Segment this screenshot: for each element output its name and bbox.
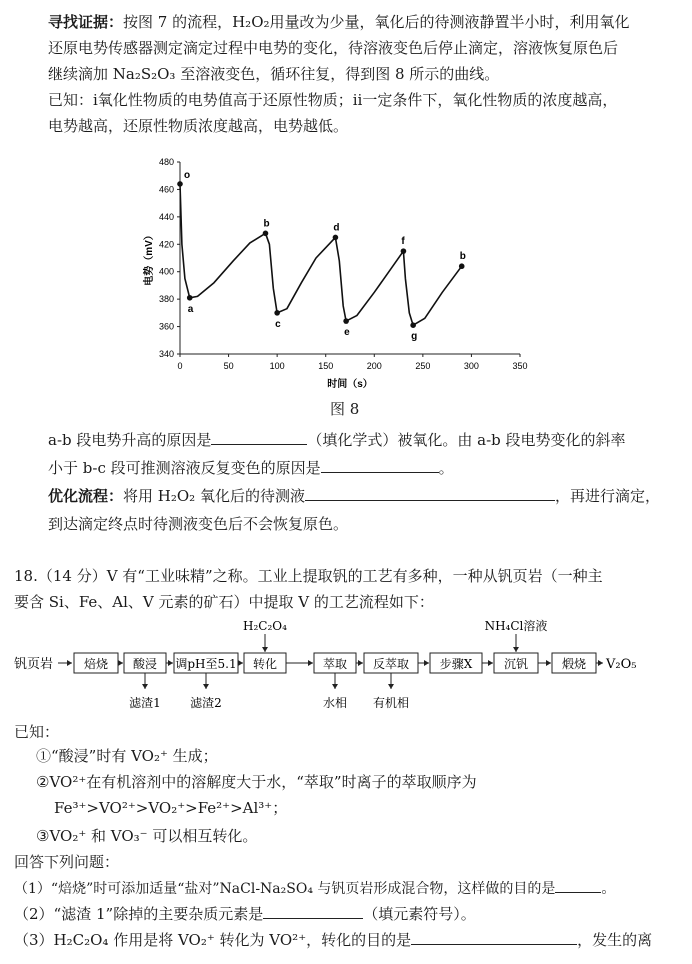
figure-caption: 图 8 xyxy=(330,400,360,418)
arrow-head xyxy=(168,660,173,666)
answer-blank[interactable] xyxy=(321,456,439,473)
point-label: o xyxy=(184,169,191,181)
series-line xyxy=(180,184,462,325)
q-ab-line-2: 小于 b-c 段可推测溶液反复变色的原因是 。 xyxy=(48,456,454,480)
y-axis-label: 电势（mV） xyxy=(144,230,155,286)
y-tick-label: 440 xyxy=(158,211,174,222)
point-label: d xyxy=(333,222,340,234)
evidence-line-2: 还原电势传感器测定滴定过程中电势的变化，待溶液变色后停止滴定，溶液恢复原色后 xyxy=(48,39,619,57)
output-label: 滤渣2 xyxy=(190,696,222,710)
potential-chart xyxy=(130,150,550,395)
output-label: 滤渣1 xyxy=(129,696,161,710)
y-tick-label: 460 xyxy=(158,184,174,195)
point-label: b xyxy=(263,218,270,230)
arrow-head xyxy=(388,684,394,689)
flow-start: 钒页岩 xyxy=(14,657,54,672)
y-tick-label: 380 xyxy=(158,294,174,305)
arrow-head xyxy=(332,684,338,689)
answer-blank[interactable] xyxy=(555,876,601,893)
data-point xyxy=(263,231,269,237)
data-point xyxy=(274,310,280,316)
optimize-line-2: 到达滴定终点时待测液变色后不会恢复原色。 xyxy=(48,515,349,533)
step-label: 煅烧 xyxy=(561,657,587,671)
known-item-2b: Fe³⁺>VO²⁺>VO₂⁺>Fe²⁺>Al³⁺； xyxy=(54,799,288,817)
q-ab-line-1: a-b 段电势升高的原因是 （填化学式）被氧化。由 a-b 段电势变化的斜率 xyxy=(48,428,626,452)
arrow-head xyxy=(262,647,268,652)
x-tick-label: 100 xyxy=(269,361,285,371)
question-2: （2）“滤渣 1”除掉的主要杂质元素是 （填元素符号）。 xyxy=(14,902,476,926)
y-tick-label: 480 xyxy=(158,157,174,167)
data-point xyxy=(401,248,407,254)
step-label: 沉钒 xyxy=(503,657,529,671)
q18-intro-line-2: 要含 Si、Fe、Al、V 元素的矿石）中提取 V 的工艺流程如下： xyxy=(14,593,434,611)
step-label: 萃取 xyxy=(322,657,348,671)
y-tick-label: 420 xyxy=(158,239,174,250)
question-3: （3）H₂C₂O₄ 作用是将 VO₂⁺ 转化为 VO²⁺，转化的目的是 ，发生的离 xyxy=(14,928,652,952)
x-tick-label: 250 xyxy=(415,361,431,371)
reagent-label: NH₄Cl溶液 xyxy=(484,619,548,633)
x-tick-label: 150 xyxy=(318,361,334,371)
x-tick-label: 50 xyxy=(223,361,234,371)
point-label: c xyxy=(275,318,281,330)
arrow-head xyxy=(118,660,123,666)
point-label: f xyxy=(401,236,405,248)
data-point xyxy=(187,295,193,301)
arrow-head xyxy=(488,660,493,666)
arrow-head xyxy=(598,660,603,666)
x-tick-label: 200 xyxy=(366,361,382,371)
step-label: 焙烧 xyxy=(83,657,109,671)
y-tick-label: 400 xyxy=(158,266,174,277)
data-point xyxy=(410,322,416,328)
evidence-line-3: 继续滴加 Na₂S₂O₃ 至溶液变色，循环往复，得到图 8 所示的曲线。 xyxy=(48,65,500,83)
step-label: 步骤X xyxy=(439,657,473,671)
data-point xyxy=(333,235,339,241)
evidence-label: 寻找证据： xyxy=(48,13,124,31)
answer-blank[interactable] xyxy=(305,484,555,501)
step-label: 转化 xyxy=(252,657,278,671)
point-label: g xyxy=(411,331,418,343)
arrow-head xyxy=(67,660,72,666)
x-axis-label: 时间（s） xyxy=(327,379,373,390)
step-label: 调pH至5.1 xyxy=(175,657,237,671)
point-label: b xyxy=(459,251,466,263)
x-tick-label: 300 xyxy=(463,361,479,371)
process-flow-diagram xyxy=(0,618,692,718)
x-tick-label: 0 xyxy=(177,361,183,371)
optimize-line-1: 优化流程：将用 H₂O₂ 氧化后的待测液 ，再进行滴定， xyxy=(48,484,660,508)
known-line-2: 电势越高，还原性物质浓度越高，电势越低。 xyxy=(48,117,349,135)
data-point xyxy=(177,181,183,187)
arrow-head xyxy=(546,660,551,666)
answer-blank[interactable] xyxy=(211,428,307,445)
arrow-head xyxy=(238,660,243,666)
answer-blank[interactable] xyxy=(411,928,577,945)
answer-prompt: 回答下列问题： xyxy=(14,853,120,871)
arrow-head xyxy=(308,660,313,666)
known-item-1: ①“酸浸”时有 VO₂⁺ 生成； xyxy=(36,747,218,765)
point-label: e xyxy=(344,327,350,339)
point-label: a xyxy=(187,303,194,315)
question-1: （1）“焙烧”时可添加适量“盐对”NaCl-Na₂SO₄ 与钒页岩形成混合物，这样做的目的是 。 xyxy=(14,876,615,901)
step-label: 反萃取 xyxy=(372,657,410,671)
data-point xyxy=(459,263,465,269)
reagent-label: H₂C₂O₄ xyxy=(243,619,287,633)
q18-intro-line-1: 18.（14 分）V 有“工业味精”之称。工业上提取钒的工艺有多种，一种从钒页岩（一种主 xyxy=(14,567,603,585)
output-label: 水相 xyxy=(322,696,348,710)
known-item-3: ③VO₂⁺ 和 VO₃⁻ 可以相互转化。 xyxy=(36,827,258,845)
data-point xyxy=(343,318,349,324)
flow-product: V₂O₅ xyxy=(606,657,637,672)
arrow-head xyxy=(358,660,363,666)
y-tick-label: 340 xyxy=(158,349,174,359)
answer-blank[interactable] xyxy=(263,902,363,919)
known-label: 已知： xyxy=(14,723,60,741)
y-tick-label: 360 xyxy=(158,321,174,332)
arrow-head xyxy=(142,684,148,689)
known-item-2: ②VO²⁺在有机溶剂中的溶解度大于水，“萃取”时离子的萃取顺序为 xyxy=(36,773,477,791)
output-label: 有机相 xyxy=(372,696,410,710)
arrow-head xyxy=(203,684,209,689)
step-label: 酸浸 xyxy=(132,657,158,671)
arrow-head xyxy=(424,660,429,666)
known-line-1: 已知：ⅰ氧化性物质的电势值高于还原性物质；ⅱ一定条件下，氧化性物质的浓度越高， xyxy=(48,91,618,109)
arrow-head xyxy=(513,647,519,652)
evidence-line-1: 寻找证据：按图 7 的流程，H₂O₂用量改为少量，氧化后的待测液静置半小时，利用氧化 xyxy=(48,13,630,31)
x-tick-label: 350 xyxy=(512,361,528,371)
